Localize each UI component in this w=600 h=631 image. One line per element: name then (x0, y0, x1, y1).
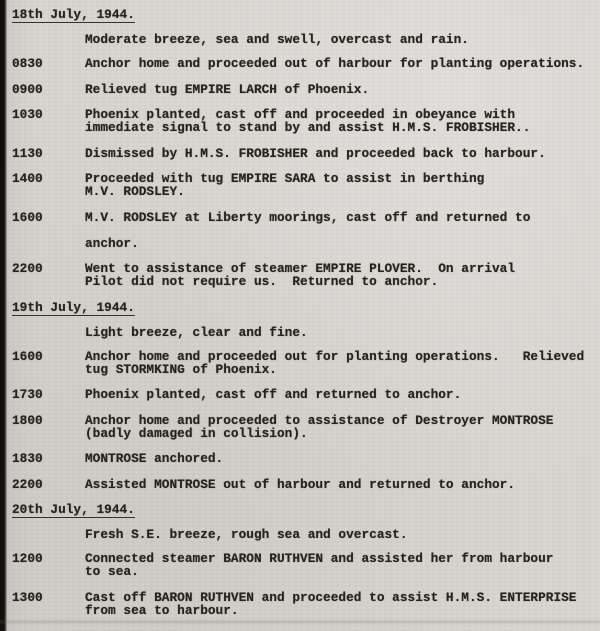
entry-line: Cast off BARON RUTHVEN and proceeded to assist H.M.S. ENTERPRISE (85, 589, 577, 605)
entry-line: M.V. RODSLEY. (85, 184, 185, 199)
log-entry (12, 478, 594, 491)
time-cell: 1400 (12, 171, 43, 186)
time-cell: 1830 (12, 451, 43, 466)
entry-line: Connected steamer BARON RUTHVEN and assisted her from harbour (85, 551, 554, 566)
date-heading-text: 18th July, 1944. (12, 7, 135, 22)
entry-line: to sea. (85, 564, 139, 579)
time-cell: 1600 (12, 348, 43, 364)
date-heading-text: 20th July, 1944. (12, 502, 135, 517)
date-heading (12, 503, 594, 518)
date-heading (12, 301, 594, 316)
weather-line: Moderate breeze, sea and swell, overcast and rain. (85, 32, 469, 47)
entry-text (85, 414, 594, 440)
date-heading (12, 8, 594, 23)
log-entry (12, 57, 594, 70)
entry-line: from sea to harbour. (85, 602, 239, 618)
time-cell: 2200 (12, 261, 43, 276)
entry-text (85, 172, 594, 198)
entry-text (85, 388, 594, 401)
time-cell: 1200 (12, 551, 43, 566)
entry-text (85, 552, 594, 578)
entry-line (85, 224, 594, 237)
entry-line: tug STORMKING of Phoenix. (85, 361, 277, 377)
day-section (12, 503, 594, 617)
log-entry (12, 452, 594, 465)
entry-line: Phoenix planted, cast off and proceeded in obeyance with (85, 107, 516, 122)
weather-line: Light breeze, clear and fine. (85, 324, 308, 340)
entry-text (85, 452, 594, 465)
entry-line: Dismissed by H.M.S. FROBISHER and proceeded back to harbour. (85, 145, 546, 161)
entry-line: (badly damaged in collision). (85, 425, 308, 441)
entry-line: Assisted MONTROSE out of harbour and returned to anchor. (85, 476, 516, 492)
time-cell: 1730 (12, 387, 43, 402)
entry-line: Went to assistance of steamer EMPIRE PLOVER. On arrival (85, 261, 516, 276)
log-entry (12, 552, 594, 578)
log-entry (12, 83, 594, 96)
time-cell: 1300 (12, 589, 43, 605)
time-cell: 1130 (12, 145, 43, 161)
log-entry (12, 211, 594, 250)
entry-text (85, 262, 594, 288)
log-entry (12, 591, 594, 617)
log-document (12, 8, 594, 629)
entry-line: Phoenix planted, cast off and returned to anchor. (85, 387, 462, 402)
entry-text (85, 147, 594, 160)
day-section (12, 8, 594, 288)
entry-line: immediate signal to stand by and assist H.M.S. FROBISHER.. (85, 120, 531, 135)
entry-line: Relieved tug EMPIRE LARCH of Phoenix. (85, 81, 370, 97)
entry-text (85, 211, 594, 250)
entry-text (85, 350, 594, 376)
date-heading-text: 19th July, 1944. (12, 299, 135, 315)
entry-text (85, 83, 594, 96)
log-entry (12, 147, 594, 160)
entry-line: Anchor home and proceeded out for planting operations. Relieved (85, 348, 585, 364)
weather-line: Fresh S.E. breeze, rough sea and overcast. (85, 527, 408, 542)
entry-line: Proceeded with tug EMPIRE SARA to assist in berthing (85, 171, 485, 186)
time-cell: 1030 (12, 107, 43, 122)
entry-line: anchor. (85, 235, 139, 251)
entry-text (85, 57, 594, 70)
scan-edge-left (0, 0, 7, 631)
log-entry (12, 414, 594, 440)
entry-line: M.V. RODSLEY at Liberty moorings, cast off and returned to (85, 209, 531, 225)
log-entry (12, 108, 594, 134)
time-cell: 1600 (12, 209, 43, 225)
time-cell: 0900 (12, 81, 43, 97)
time-cell: 0830 (12, 56, 43, 71)
time-cell: 1800 (12, 412, 43, 428)
time-cell: 2200 (12, 476, 43, 492)
entry-line: Pilot did not require us. Returned to anchor. (85, 274, 439, 289)
entry-text (85, 591, 594, 617)
entry-line: MONTROSE anchored. (85, 451, 224, 466)
log-entry (12, 388, 594, 401)
entry-line: Anchor home and proceeded out of harbour for planting operations. (85, 56, 585, 71)
entry-line: Anchor home and proceeded to assistance of Destroyer MONTROSE (85, 412, 554, 428)
entry-text (85, 478, 594, 491)
log-entry (12, 172, 594, 198)
day-section (12, 301, 594, 491)
log-entry (12, 262, 594, 288)
entry-text (85, 108, 594, 134)
log-entry (12, 350, 594, 376)
